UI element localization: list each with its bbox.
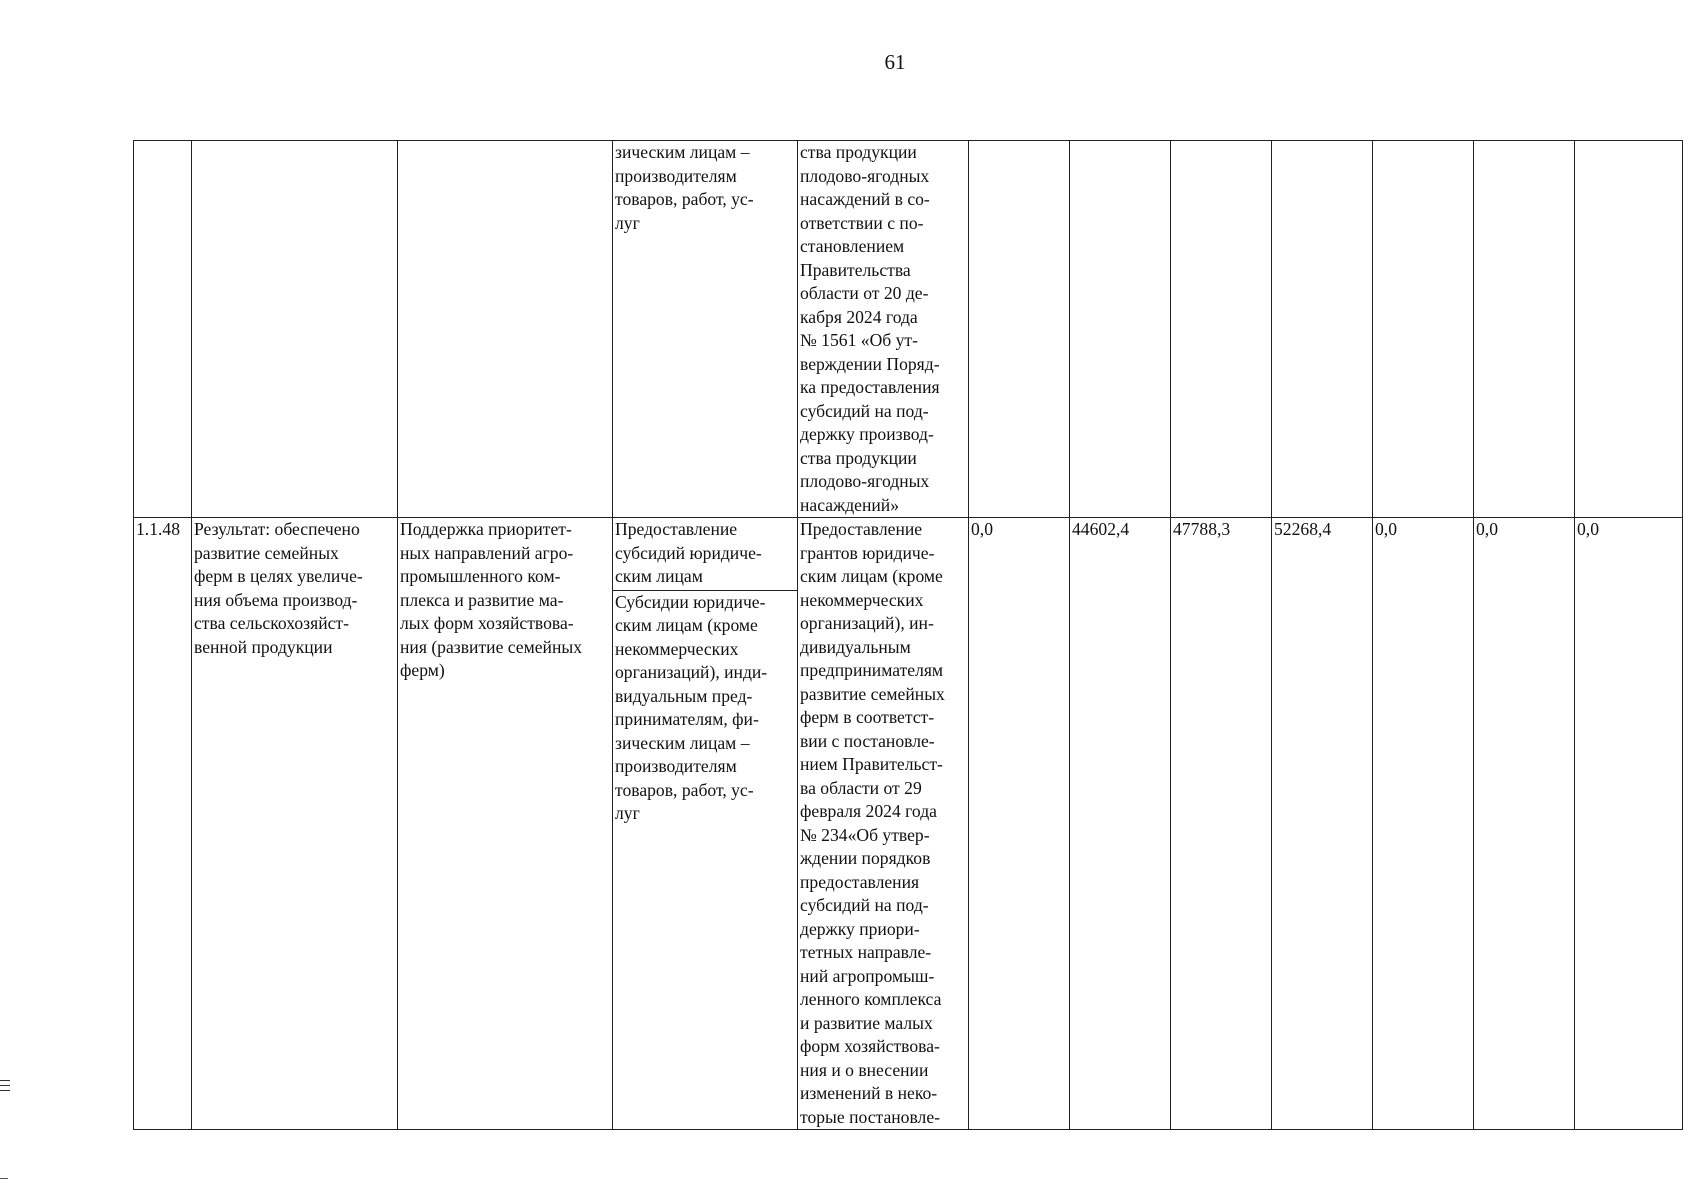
text-line: ния и о внесении bbox=[800, 1059, 929, 1080]
text-line: ским лицам (кроме bbox=[615, 615, 758, 635]
text-line: ленного комплекса bbox=[800, 989, 942, 1009]
direction-cell bbox=[398, 141, 613, 518]
text-line: лых форм хозяйствова- bbox=[400, 613, 574, 633]
legal-basis-cell bbox=[798, 518, 969, 1130]
text-line: ждении порядков bbox=[800, 848, 931, 868]
budget-table bbox=[133, 140, 1683, 1130]
text-line: ства продукции bbox=[800, 142, 917, 162]
text-line: ка предоставления bbox=[800, 377, 940, 397]
text-line: зическим лицам – bbox=[615, 732, 750, 753]
text-line: развитие семейных bbox=[800, 683, 945, 704]
text-line: зическим лицам – bbox=[615, 142, 750, 162]
text-line: ферм в целях увеличе- bbox=[194, 566, 363, 586]
legal-basis-text bbox=[800, 518, 967, 1129]
text-line: насаждений» bbox=[800, 494, 900, 515]
text-line: промышленного ком- bbox=[400, 566, 561, 586]
text-line: принимателям, фи- bbox=[615, 709, 759, 729]
text-line: Предоставление bbox=[615, 519, 738, 539]
value-cell bbox=[1575, 141, 1683, 518]
text-line: некоммерческих bbox=[800, 589, 924, 610]
text-line: товаров, работ, ус- bbox=[615, 779, 754, 800]
text-line: форм хозяйствова- bbox=[800, 1036, 940, 1056]
text-line: ства продукции bbox=[800, 447, 917, 468]
text-line: Поддержка приоритет- bbox=[400, 519, 572, 539]
value-cell-2: 44602,4 bbox=[1070, 518, 1171, 1130]
text-line: держку производ- bbox=[800, 424, 934, 444]
text-line: ства сельскохозяйст- bbox=[194, 613, 349, 633]
text-line: луг bbox=[615, 803, 640, 823]
table-row-1-1-48 bbox=[134, 518, 1683, 1130]
text-line: предпринимателям bbox=[800, 660, 944, 680]
text-line: изменений в неко- bbox=[800, 1083, 938, 1103]
value-cell bbox=[969, 141, 1070, 518]
text-line: товаров, работ, ус- bbox=[615, 189, 754, 209]
text-line: ферм) bbox=[400, 660, 445, 680]
value-cell-1: 0,0 bbox=[969, 518, 1070, 1130]
text-line: торые постановле- bbox=[800, 1106, 940, 1127]
mechanism-cell bbox=[613, 518, 798, 1130]
text-line: ответствии с по- bbox=[800, 212, 924, 233]
text-line: предоставления bbox=[800, 871, 920, 892]
text-line: субсидий юридиче- bbox=[615, 542, 762, 563]
legal-basis-text bbox=[800, 141, 967, 517]
mechanism-text bbox=[615, 141, 796, 235]
legal-basis-cell bbox=[798, 141, 969, 518]
text-line: субсидий на под- bbox=[800, 895, 929, 915]
text-line: верждении Поряд- bbox=[800, 353, 940, 374]
result-cell bbox=[192, 518, 398, 1130]
table-row-continued bbox=[134, 141, 1683, 518]
text-line: Субсидии юридиче- bbox=[615, 591, 766, 612]
text-line: Результат: обеспечено bbox=[194, 519, 360, 539]
text-line: луг bbox=[615, 212, 640, 233]
text-line: кабря 2024 года bbox=[800, 306, 918, 327]
text-line: плодово-ягодных bbox=[800, 471, 930, 491]
text-line: плодово-ягодных bbox=[800, 165, 930, 186]
text-line: производителям bbox=[615, 165, 737, 186]
text-line: насаждений в со- bbox=[800, 189, 930, 209]
text-line: ния объема производ- bbox=[194, 589, 358, 610]
mechanism-top-text bbox=[613, 518, 797, 591]
text-line: ний агропромыш- bbox=[800, 965, 935, 986]
text-line: плекса и развитие ма- bbox=[400, 589, 564, 610]
text-line: развитие семейных bbox=[194, 542, 339, 563]
text-line: субсидий на под- bbox=[800, 400, 929, 421]
text-line: ферм в соответст- bbox=[800, 707, 935, 727]
value-cell-6: 0,0 bbox=[1474, 518, 1575, 1130]
direction-text bbox=[400, 518, 611, 683]
mechanism-cell bbox=[613, 141, 798, 518]
text-line: держку приори- bbox=[800, 918, 920, 939]
page-number: 61 bbox=[884, 50, 906, 74]
text-line: видуальным пред- bbox=[615, 685, 753, 706]
direction-cell bbox=[398, 518, 613, 1130]
value-cell bbox=[1070, 141, 1171, 518]
value-cell-3: 47788,3 bbox=[1171, 518, 1272, 1130]
scan-edge-dash bbox=[0, 1178, 8, 1179]
text-line: ных направлений агро- bbox=[400, 542, 574, 563]
text-line: некоммерческих bbox=[615, 638, 739, 659]
text-line: нием Правительст- bbox=[800, 754, 943, 774]
row-number-cell bbox=[134, 141, 192, 518]
result-cell bbox=[192, 141, 398, 518]
text-line: № 1561 «Об ут- bbox=[800, 330, 918, 350]
row-number: 1.1.48 bbox=[136, 519, 180, 539]
value-cell bbox=[1373, 141, 1474, 518]
text-line: организаций), инди- bbox=[615, 662, 768, 682]
value-cell bbox=[1474, 141, 1575, 518]
text-line: Правительства bbox=[800, 259, 911, 280]
value-cell bbox=[1171, 141, 1272, 518]
text-line: № 234«Об утвер- bbox=[800, 824, 930, 845]
text-line: и развитие малых bbox=[800, 1012, 933, 1033]
text-line: февраля 2024 года bbox=[800, 801, 937, 821]
text-line: вии с постановле- bbox=[800, 730, 935, 751]
mechanism-bottom-text bbox=[613, 591, 797, 826]
text-line: Предоставление bbox=[800, 519, 923, 539]
text-line: области от 20 де- bbox=[800, 283, 929, 303]
text-line: организаций), ин- bbox=[800, 613, 934, 633]
text-line: дивидуальным bbox=[800, 636, 911, 657]
text-line: становлением bbox=[800, 236, 905, 256]
value-cell-4: 52268,4 bbox=[1272, 518, 1373, 1130]
value-cell-5: 0,0 bbox=[1373, 518, 1474, 1130]
value-cell bbox=[1272, 141, 1373, 518]
result-text bbox=[194, 518, 396, 659]
text-line: грантов юридиче- bbox=[800, 542, 935, 563]
row-number-cell bbox=[134, 518, 192, 1130]
scan-edge-mark bbox=[0, 1080, 10, 1095]
text-line: венной продукции bbox=[194, 636, 333, 657]
text-line: ским лицам bbox=[615, 566, 703, 586]
text-line: ским лицам (кроме bbox=[800, 566, 943, 586]
text-line: тетных направле- bbox=[800, 942, 932, 962]
text-line: производителям bbox=[615, 756, 737, 776]
text-line: ва области от 29 bbox=[800, 777, 922, 798]
text-line: ния (развитие семейных bbox=[400, 636, 582, 657]
value-cell-7: 0,0 bbox=[1575, 518, 1683, 1130]
